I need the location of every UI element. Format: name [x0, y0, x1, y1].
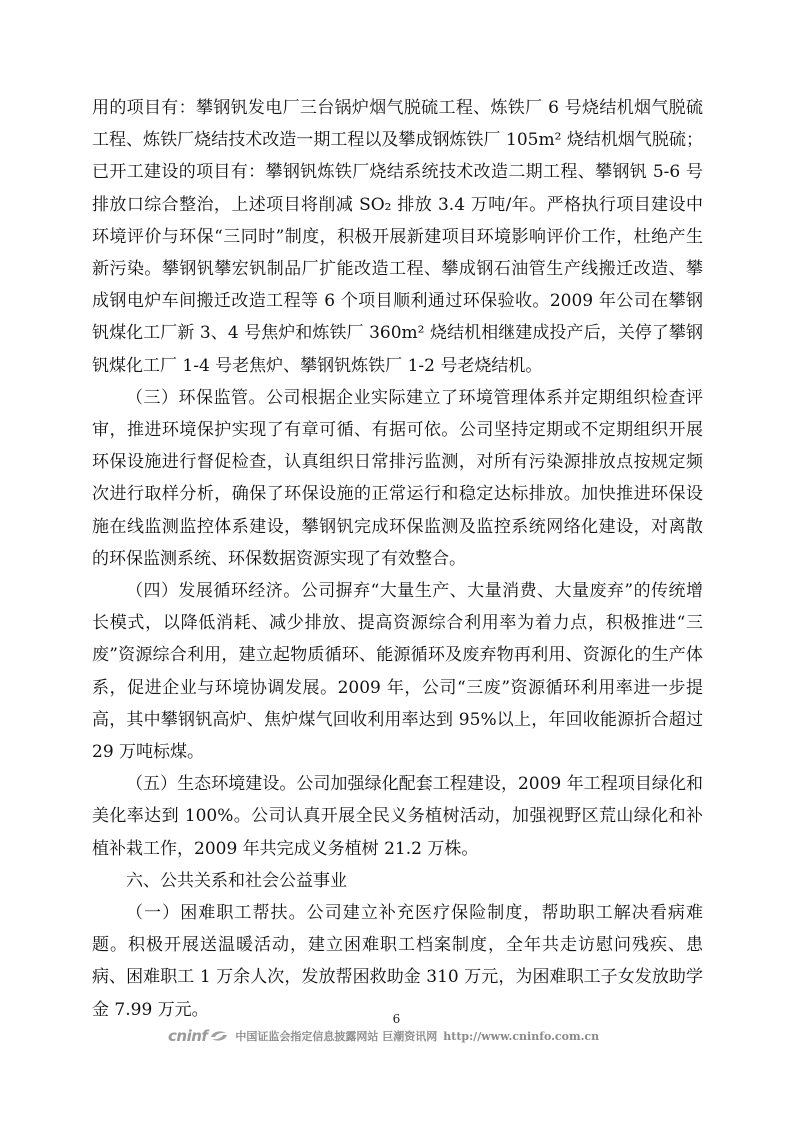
logo-text: cninf [168, 1027, 208, 1045]
footer-url-link[interactable]: http://www.cninfo.com.cn [443, 1029, 600, 1043]
cninfo-logo [168, 1027, 229, 1045]
page-number: 6 [392, 1012, 401, 1026]
paragraph-2: （三）环保监管。公司根据企业实际建立了环境管理体系并定期组织检查评审，推进环境保护实现了有章可循、有据可依。公司坚持定期或不定期组织开展环保设施进行督促检查，认真组织日常排污监测，对所有污染源排放点按规定频次进行取样分析，确保了环保设施的正常运行和稳定达标排放。加快推进环保设施在线监测监控体系建设，攀钢钒完成环保监测及监控系统网络化建设，对离散的环保监测系统、环保数据资源实现了有效整合。 [92, 387, 703, 569]
cninfo-swirl-icon [209, 1028, 229, 1044]
paragraph-5: （一）困难职工帮扶。公司建立补充医疗保险制度，帮助职工解决看病难题。积极开展送温暖活动，建立困难职工档案制度，全年共走访慰问残疾、患病、困难职工 1 万余人次，发放帮困救助金 310 万元，为困难职工子女发放助学金 7.99 万元。 [92, 903, 703, 1020]
section-heading: 六、公共关系和社会公益事业 [126, 870, 347, 891]
paragraph-4: （五）生态环境建设。公司加强绿化配套工程建设，2009 年工程项目绿化和美化率达到 100%。公司认真开展全民义务植树活动，加强视野区荒山绿化和补植补栽工作，2009 年共完成义务植树 21.2 万株。 [92, 774, 703, 859]
footer-site-name: 中国证监会指定信息披露网站 巨潮资讯网 [235, 1030, 438, 1043]
paragraph-1: 用的项目有：攀钢钒发电厂三台锅炉烟气脱硫工程、炼铁厂 6 号烧结机烟气脱硫工程、炼铁厂烧结技术改造一期工程以及攀成钢炼铁厂 105m² 烧结机烟气脱硫；已开工建设的项目有：攀钢钒炼铁厂烧结系统技术改造二期工程、攀钢钒 5-6 号排放口综合整治，上述项目将削减 SO₂ 排放 3.4 万吨/年。严格执行项目建设中环境评价与环保“三同时”制度，积极开展新建项目环境影响评价工作，杜绝产生新污染。攀钢钒攀宏钒制品厂扩能改造工程、攀成钢石油管生产线搬迁改造、攀成钢电炉车间搬迁改造工程等 6 个项目顺利通过环保验收。2009 年公司在攀钢钒煤化工厂新 3、4 号焦炉和炼铁厂 360m² 烧结机相继建成投产后，关停了攀钢钒煤化工厂 1-4 号老焦炉、攀钢钒炼铁厂 1-2 号老烧结机。 [92, 98, 703, 376]
paragraph-3: （四）发展循环经济。公司摒弃“大量生产、大量消费、大量废弃”的传统增长模式，以降低消耗、减少排放、提高资源综合利用率为着力点，积极推进“三废”资源综合利用，建立起物质循环、能源循环及废弃物再利用、资源化的生产体系，促进企业与环境协调发展。2009 年，公司“三废”资源循环利用率进一步提高，其中攀钢钒高炉、焦炉煤气回收利用率达到 95%以上，年回收能源折合超过 29 万吨标煤。 [92, 581, 703, 763]
document-body [92, 92, 703, 1026]
page-footer [168, 1024, 599, 1048]
